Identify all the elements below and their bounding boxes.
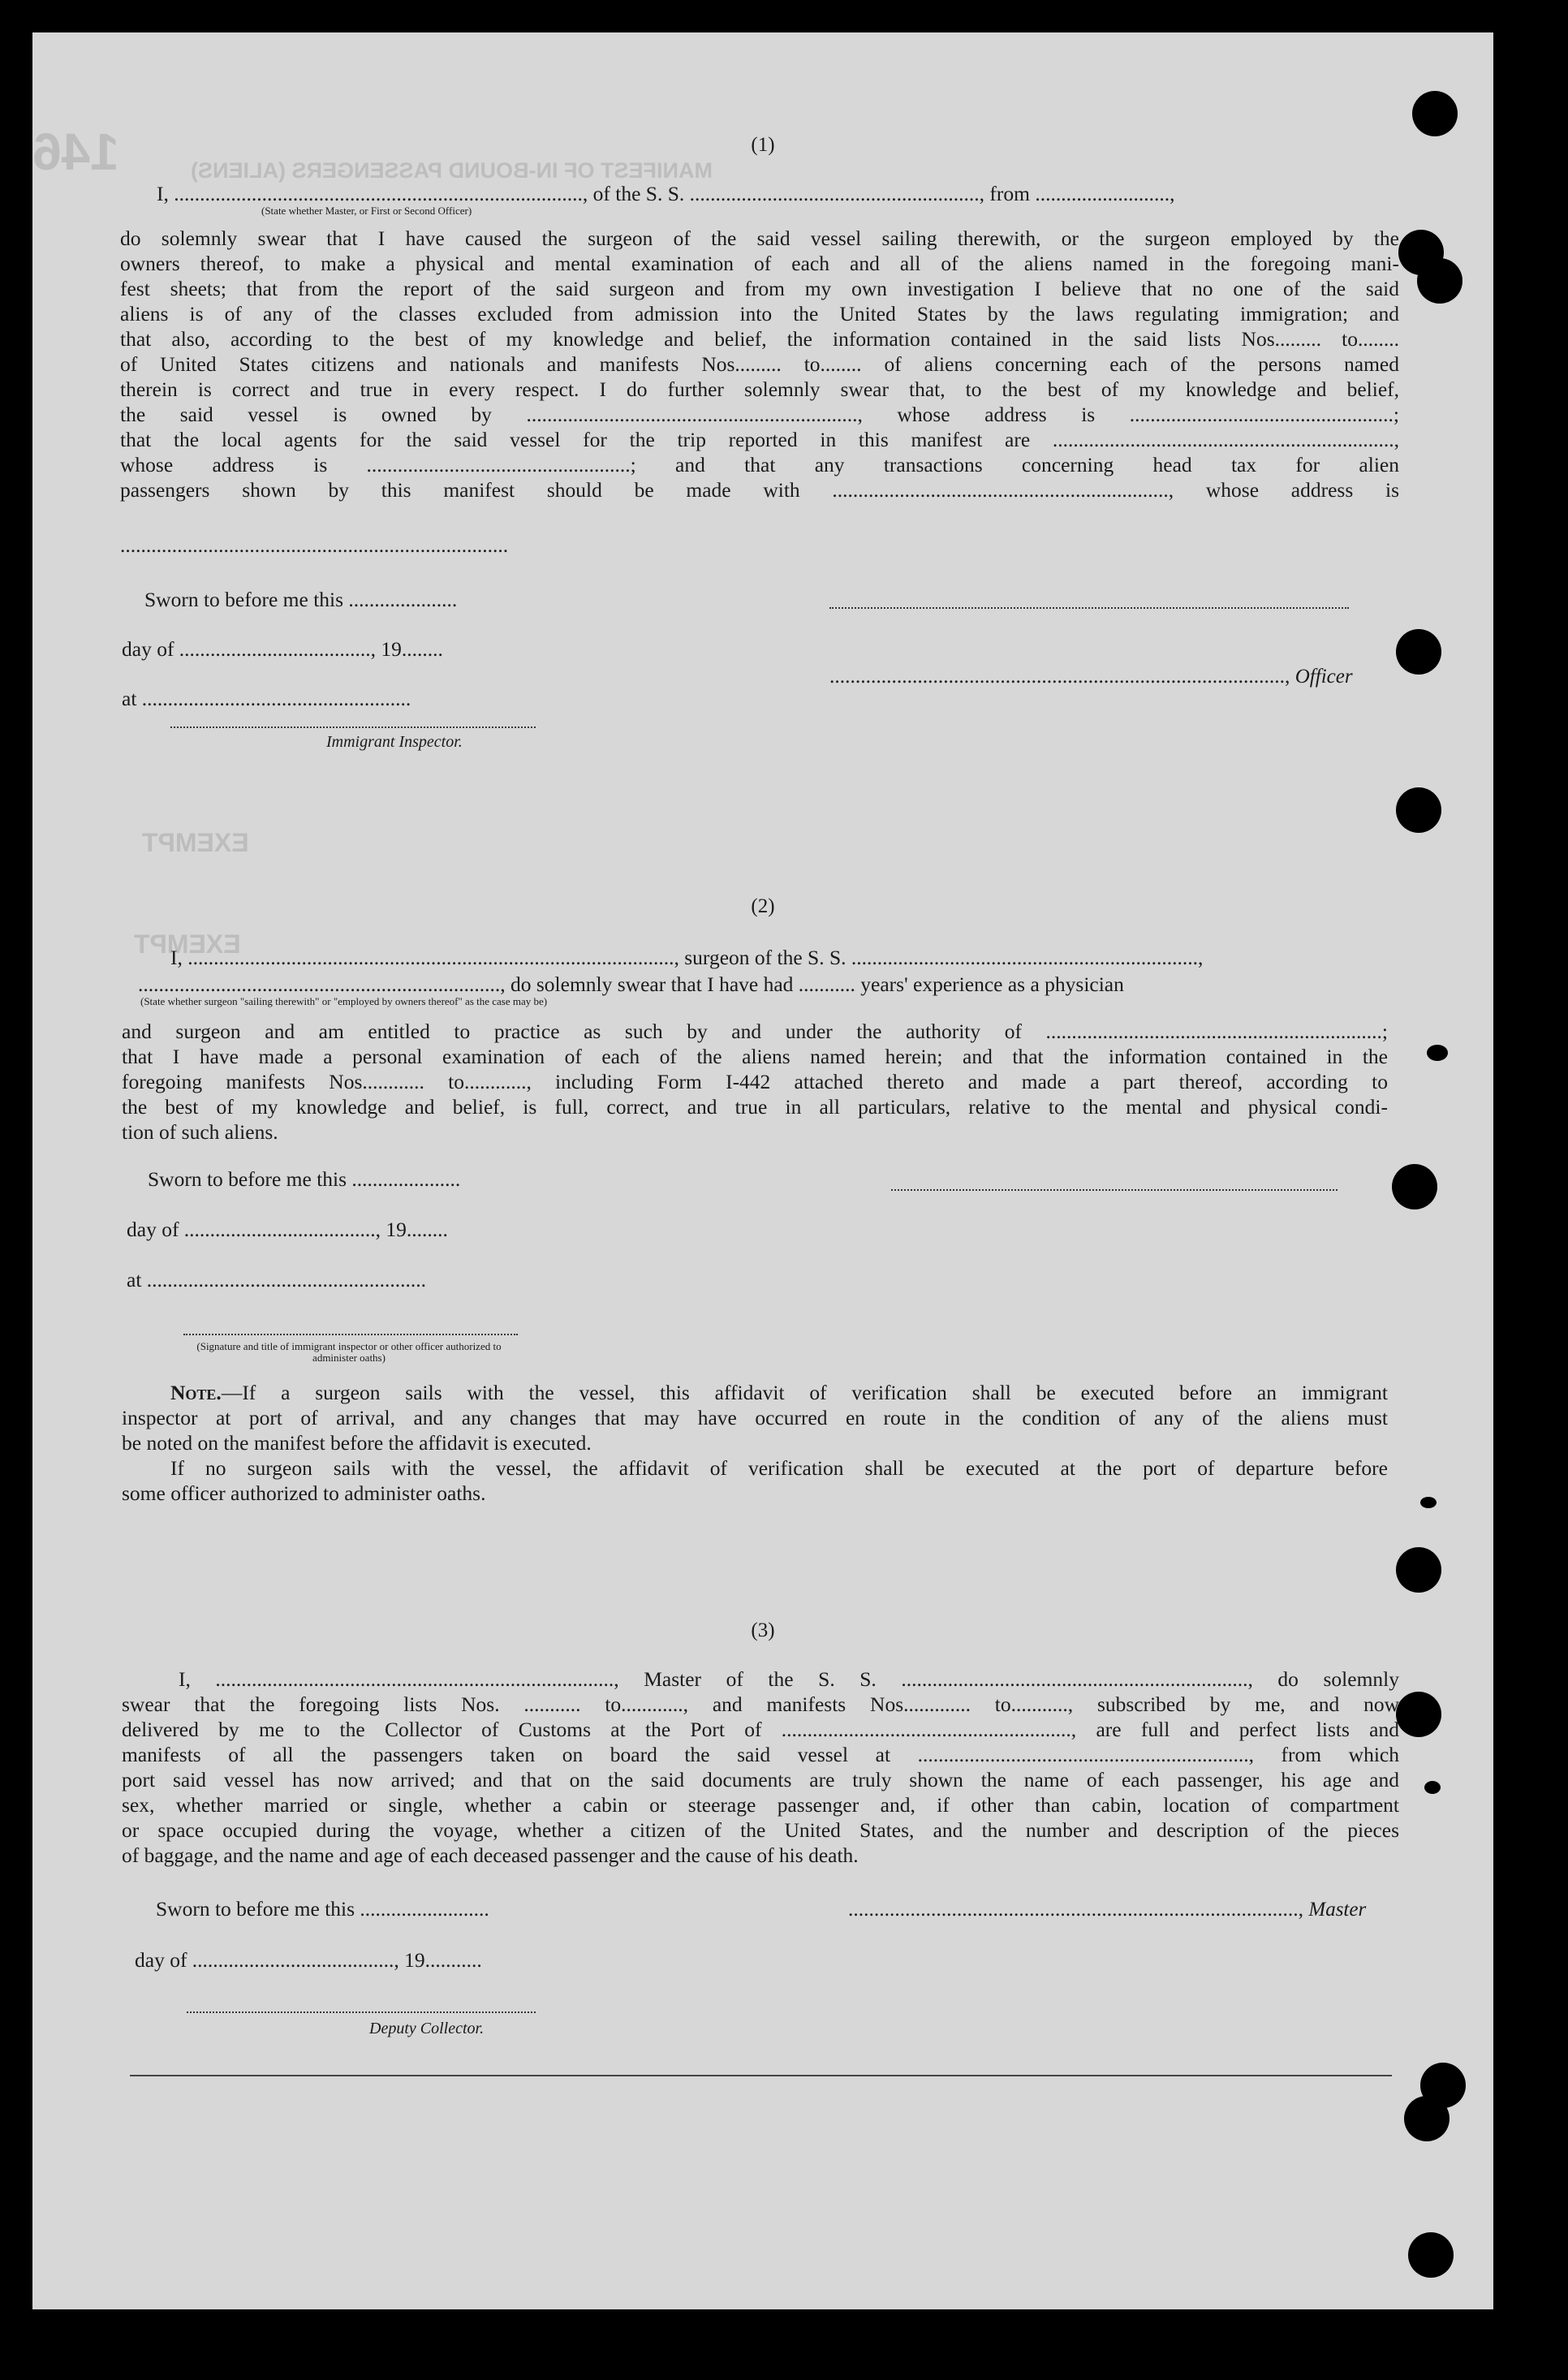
body-line: delivered by me to the Collector of Customs at the Port of ........................................................, are full and perfect lists and [122, 1718, 1399, 1741]
section-1-opening-line [157, 181, 1388, 206]
section-3-number: (3) [751, 1619, 775, 1641]
note-line: some officer authorized to administer oaths. [122, 1481, 486, 1505]
master-name-line: I, ..............................................................................., of the S. S. ........................................................, from .........................., [157, 182, 1175, 205]
body-line: that also, according to the best of my knowledge and belief, the information contained in the said lists Nos......... to........ [120, 327, 1399, 351]
note-text: —If a surgeon sails with the vessel, this affidavit of verification shall be executed before an immigrant [221, 1381, 1388, 1404]
punch-hole [1396, 629, 1441, 675]
bleed-through-stamp: EXEMPT [134, 929, 241, 959]
punch-hole [1396, 787, 1441, 833]
officer-label: Officer [1294, 666, 1353, 688]
officer-line [829, 664, 1353, 688]
surgeon-line: I, .............................................................................................., surgeon of the S. S. ..................................................................., [170, 946, 1204, 969]
at-line-2: at ...................................................... [127, 1268, 427, 1291]
section-3-body [122, 1666, 1399, 1868]
bleed-through-stamp: EXEMPT [142, 828, 249, 857]
punch-hole [1392, 1164, 1437, 1209]
body-line: tion of such aliens. [122, 1120, 278, 1144]
body-line: I, ............................................................................., Master of the S. S. ..................................................................., do solemnly [179, 1667, 1399, 1691]
body-line: the said vessel is owned by ................................................................, whose address is ...................................................; [120, 403, 1399, 426]
day-line-2: day of ....................................., 19........ [127, 1218, 448, 1241]
body-line: the best of my knowledge and belief, is full, correct, and true in all particulars, relative to the mental and physical condi- [122, 1095, 1388, 1119]
note-paragraph [122, 1380, 1388, 1506]
punch-hole [1420, 1497, 1437, 1508]
section-2-body [122, 1019, 1388, 1145]
sworn-line-3: Sworn to before me this ......................... [156, 1897, 489, 1921]
master-line [848, 1897, 1366, 1921]
punch-hole [1408, 2232, 1454, 2278]
sworn-line-1: Sworn to before me this ..................... [144, 588, 458, 611]
section-2-caption: (State whether surgeon "sailing therewith" or "employed by owners thereof" as the case may be) [140, 995, 548, 1007]
master-dots: ......................................................................................., [848, 1897, 1309, 1921]
body-line: aliens is of any of the classes excluded from admission into the United States by the laws regulating immigration; and [120, 302, 1399, 326]
bleed-through-header: MANIFEST OF IN-BOUND PASSENGERS (ALIENS) [191, 158, 713, 183]
collector-signature-line [187, 2011, 536, 2013]
experience-line: ......................................................................, do solemnly swear that I have had ........... years' experience as a physician [138, 972, 1124, 996]
officer-dots: ........................................................................................, [829, 664, 1295, 688]
body-line: of baggage, and the name and age of each deceased passenger and the cause of his death. [122, 1843, 859, 1867]
inspector-signature-line-2 [183, 1334, 518, 1335]
immigrant-inspector-caption: Immigrant Inspector. [326, 733, 463, 751]
officer-signature-line [829, 607, 1349, 609]
body-line: or space occupied during the voyage, whether a citizen of the United States, and the number and description of the pieces [122, 1818, 1399, 1842]
note-line: If no surgeon sails with the vessel, the affidavit of verification shall be executed at the port of departure before [170, 1456, 1388, 1480]
inspector-signature-line [170, 727, 536, 728]
punch-hole [1417, 258, 1462, 304]
body-line: port said vessel has now arrived; and that on the said documents are truly shown the name of each passenger, his age and [122, 1768, 1399, 1791]
body-line: do solemnly swear that I have caused the surgeon of the said vessel sailing therewith, or the surgeon employed by the [120, 226, 1399, 250]
day-line-1: day of ....................................., 19........ [122, 637, 443, 661]
punch-hole [1427, 1045, 1448, 1061]
section-2-number: (2) [751, 895, 775, 917]
sworn-line-2: Sworn to before me this ..................... [148, 1167, 461, 1191]
body-line: of United States citizens and nationals and manifests Nos......... to........ of aliens concerning each of the persons named [120, 352, 1399, 376]
punch-hole [1412, 91, 1458, 136]
punch-hole [1396, 1547, 1441, 1593]
section-1-caption: (State whether Master, or First or Second Officer) [261, 205, 472, 217]
body-line: fest sheets; that from the report of the said surgeon and from my own investigation I believe that no one of the said [120, 277, 1399, 300]
note-label: Note. [170, 1381, 222, 1404]
punch-hole [1424, 1781, 1441, 1794]
body-line: manifests of all the passengers taken on board the said vessel at ................................................................, from which [122, 1743, 1399, 1766]
at-line-1: at .................................................... [122, 687, 411, 710]
body-line: sex, whether married or single, whether a cabin or steerage passenger and, if other than cabin, location of compartment [122, 1793, 1399, 1817]
body-line: passengers shown by this manifest should be made with ................................................................., whose address is [120, 478, 1399, 502]
note-line [122, 1380, 1388, 1405]
day-line-3: day of ......................................., 19........... [135, 1948, 482, 1972]
document-page [32, 32, 1493, 2309]
section-1-number: (1) [751, 134, 775, 156]
bleed-through-page-number: 146 [32, 123, 119, 181]
master-label: Master [1308, 1899, 1367, 1921]
trailing-dots: ........................................................................... [120, 533, 509, 557]
punch-hole [1404, 2096, 1450, 2141]
body-line: that I have made a personal examination of each of the aliens named herein; and that the information contained in the [122, 1045, 1388, 1068]
surgeon-signature-line [891, 1189, 1338, 1191]
body-line: whose address is ...................................................; and that any transactions concerning head tax for alien [120, 453, 1399, 476]
note-line: inspector at port of arrival, and any changes that may have occurred en route in the condition of any of the aliens must [122, 1406, 1388, 1429]
body-line: and surgeon and am entitled to practice as such by and under the authority of .................................................................; [122, 1020, 1388, 1043]
bottom-rule [130, 2075, 1392, 2076]
body-line: therein is correct and true in every respect. I do further solemnly swear that, to the best of my knowledge and belief, [120, 377, 1399, 401]
note-line: be noted on the manifest before the affidavit is executed. [122, 1431, 592, 1455]
body-line: foregoing manifests Nos............ to............, including Form I-442 attached thereto and made a part thereof, according to [122, 1070, 1388, 1093]
body-line: swear that the foregoing lists Nos. ........... to............, and manifests Nos............. to..........., subscribed by me, and now [122, 1692, 1399, 1716]
signature-title-caption: (Signature and title of immigrant inspector or other officer authorized to administer oaths) [196, 1340, 502, 1364]
body-line: that the local agents for the said vessel for the trip reported in this manifest are .................................................................., [120, 428, 1399, 451]
punch-hole [1396, 1692, 1441, 1737]
section-1-body [120, 226, 1399, 502]
deputy-collector-caption: Deputy Collector. [369, 2020, 485, 2037]
body-line: owners thereof, to make a physical and mental examination of each and all of the aliens named in the foregoing mani- [120, 252, 1399, 275]
